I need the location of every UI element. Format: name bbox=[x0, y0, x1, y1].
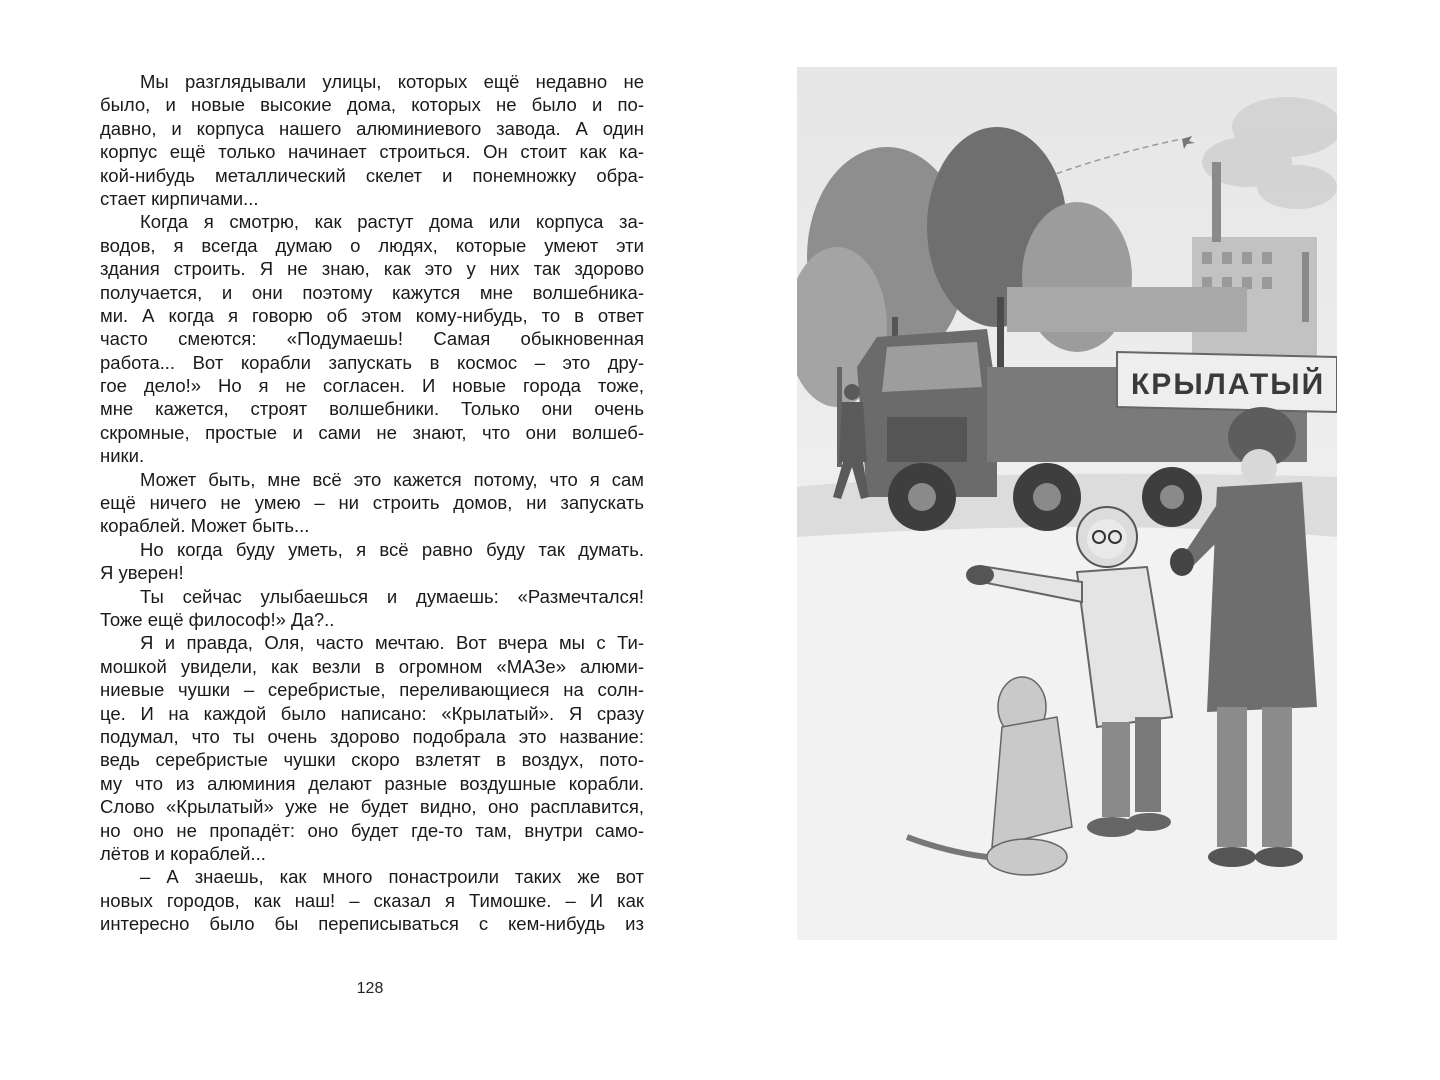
text-line: Тоже ещё философ!» Да?.. bbox=[100, 608, 335, 630]
text-line: здания строить. Я не знаю, как это у них так здорово bbox=[100, 258, 644, 280]
text-line: водов, я всегда думаю о людях, которые умеют эти bbox=[100, 234, 644, 256]
text-line: ники. bbox=[100, 445, 145, 467]
text-line: но оно не пропадёт: оно будет где-то там, внутри само- bbox=[100, 819, 644, 841]
text-line: работа... Вот корабли запускать в космос – это дру- bbox=[100, 351, 644, 373]
illustration-drawing bbox=[797, 67, 1337, 940]
text-line: подумал, что ты очень здорово подобрала это название: bbox=[100, 725, 644, 747]
text-line: было, и новые высокие дома, которых не было и по- bbox=[100, 94, 644, 116]
text-page bbox=[100, 70, 644, 935]
text-line: Ты сейчас улыбаешься и думаешь: «Размечтался! bbox=[140, 585, 644, 607]
text-line: корпус ещё только начинает строиться. Он стоит как ка- bbox=[100, 141, 644, 163]
text-line: ми. А когда я говорю об этом кому-нибудь, то в ответ bbox=[100, 304, 644, 326]
text-line: гое дело!» Но я не согласен. И новые города тоже, bbox=[100, 375, 644, 397]
page-number: 128 bbox=[356, 980, 384, 997]
text-line: получается, и они поэтому кажутся мне волшебника- bbox=[100, 281, 644, 303]
text-line: ведь серебристые чушки скоро взлетят в воздух, пото- bbox=[100, 749, 644, 771]
text-line: мне кажется, строят волшебники. Только они очень bbox=[100, 398, 644, 420]
text-line: новых городов, как наш! – сказал я Тимошке. – И как bbox=[100, 889, 644, 911]
text-line: Но когда буду уметь, я всё равно буду так думать. bbox=[140, 538, 644, 560]
truck-banner bbox=[1117, 352, 1337, 412]
text-line: интересно было бы переписываться с кем-нибудь из bbox=[100, 913, 644, 935]
text-line: стает кирпичами... bbox=[100, 187, 259, 209]
text-line: Мы разглядывали улицы, которых ещё недавно не bbox=[140, 71, 644, 92]
text-line: кой-нибудь металлический скелет и понемножку обра- bbox=[100, 164, 644, 186]
banner-text: КРЫЛАТЫЙ bbox=[1131, 368, 1326, 401]
text-line: це. И на каждой было написано: «Крылатый». Я сразу bbox=[100, 702, 644, 724]
text-line: Я уверен! bbox=[100, 562, 184, 584]
text-line: ниевые чушки – серебристые, переливающиеся на солн- bbox=[100, 679, 644, 701]
text-line: Когда я смотрю, как растут дома или корпуса за- bbox=[140, 211, 644, 233]
text-line: Может быть, мне всё это кажется потому, что я сам bbox=[140, 468, 644, 490]
illustration bbox=[797, 67, 1337, 940]
text-line: лётов и кораблей... bbox=[100, 842, 266, 864]
text-line: скромные, простые и сами не знают, что они волшеб- bbox=[100, 421, 644, 443]
text-line: часто смеются: «Подумаешь! Самая обыкновенная bbox=[100, 328, 644, 350]
text-line: Я и правда, Оля, часто мечтаю. Вот вчера мы с Ти- bbox=[140, 632, 644, 654]
text-line: мошкой увидели, как везли в огромном «МАЗе» алюми- bbox=[100, 655, 644, 677]
text-line: Слово «Крылатый» уже не будет видно, оно расплавится, bbox=[100, 796, 644, 818]
text-line: кораблей. Может быть... bbox=[100, 515, 310, 537]
text-line: му что из алюминия делают разные воздушные корабли. bbox=[100, 772, 644, 794]
text-line: ещё ничего не умею – ни строить домов, ни запускать bbox=[100, 492, 644, 514]
text-line: – А знаешь, как много понастроили таких же вот bbox=[140, 866, 644, 888]
text-line: давно, и корпуса нашего алюминиевого завода. А один bbox=[100, 117, 644, 139]
